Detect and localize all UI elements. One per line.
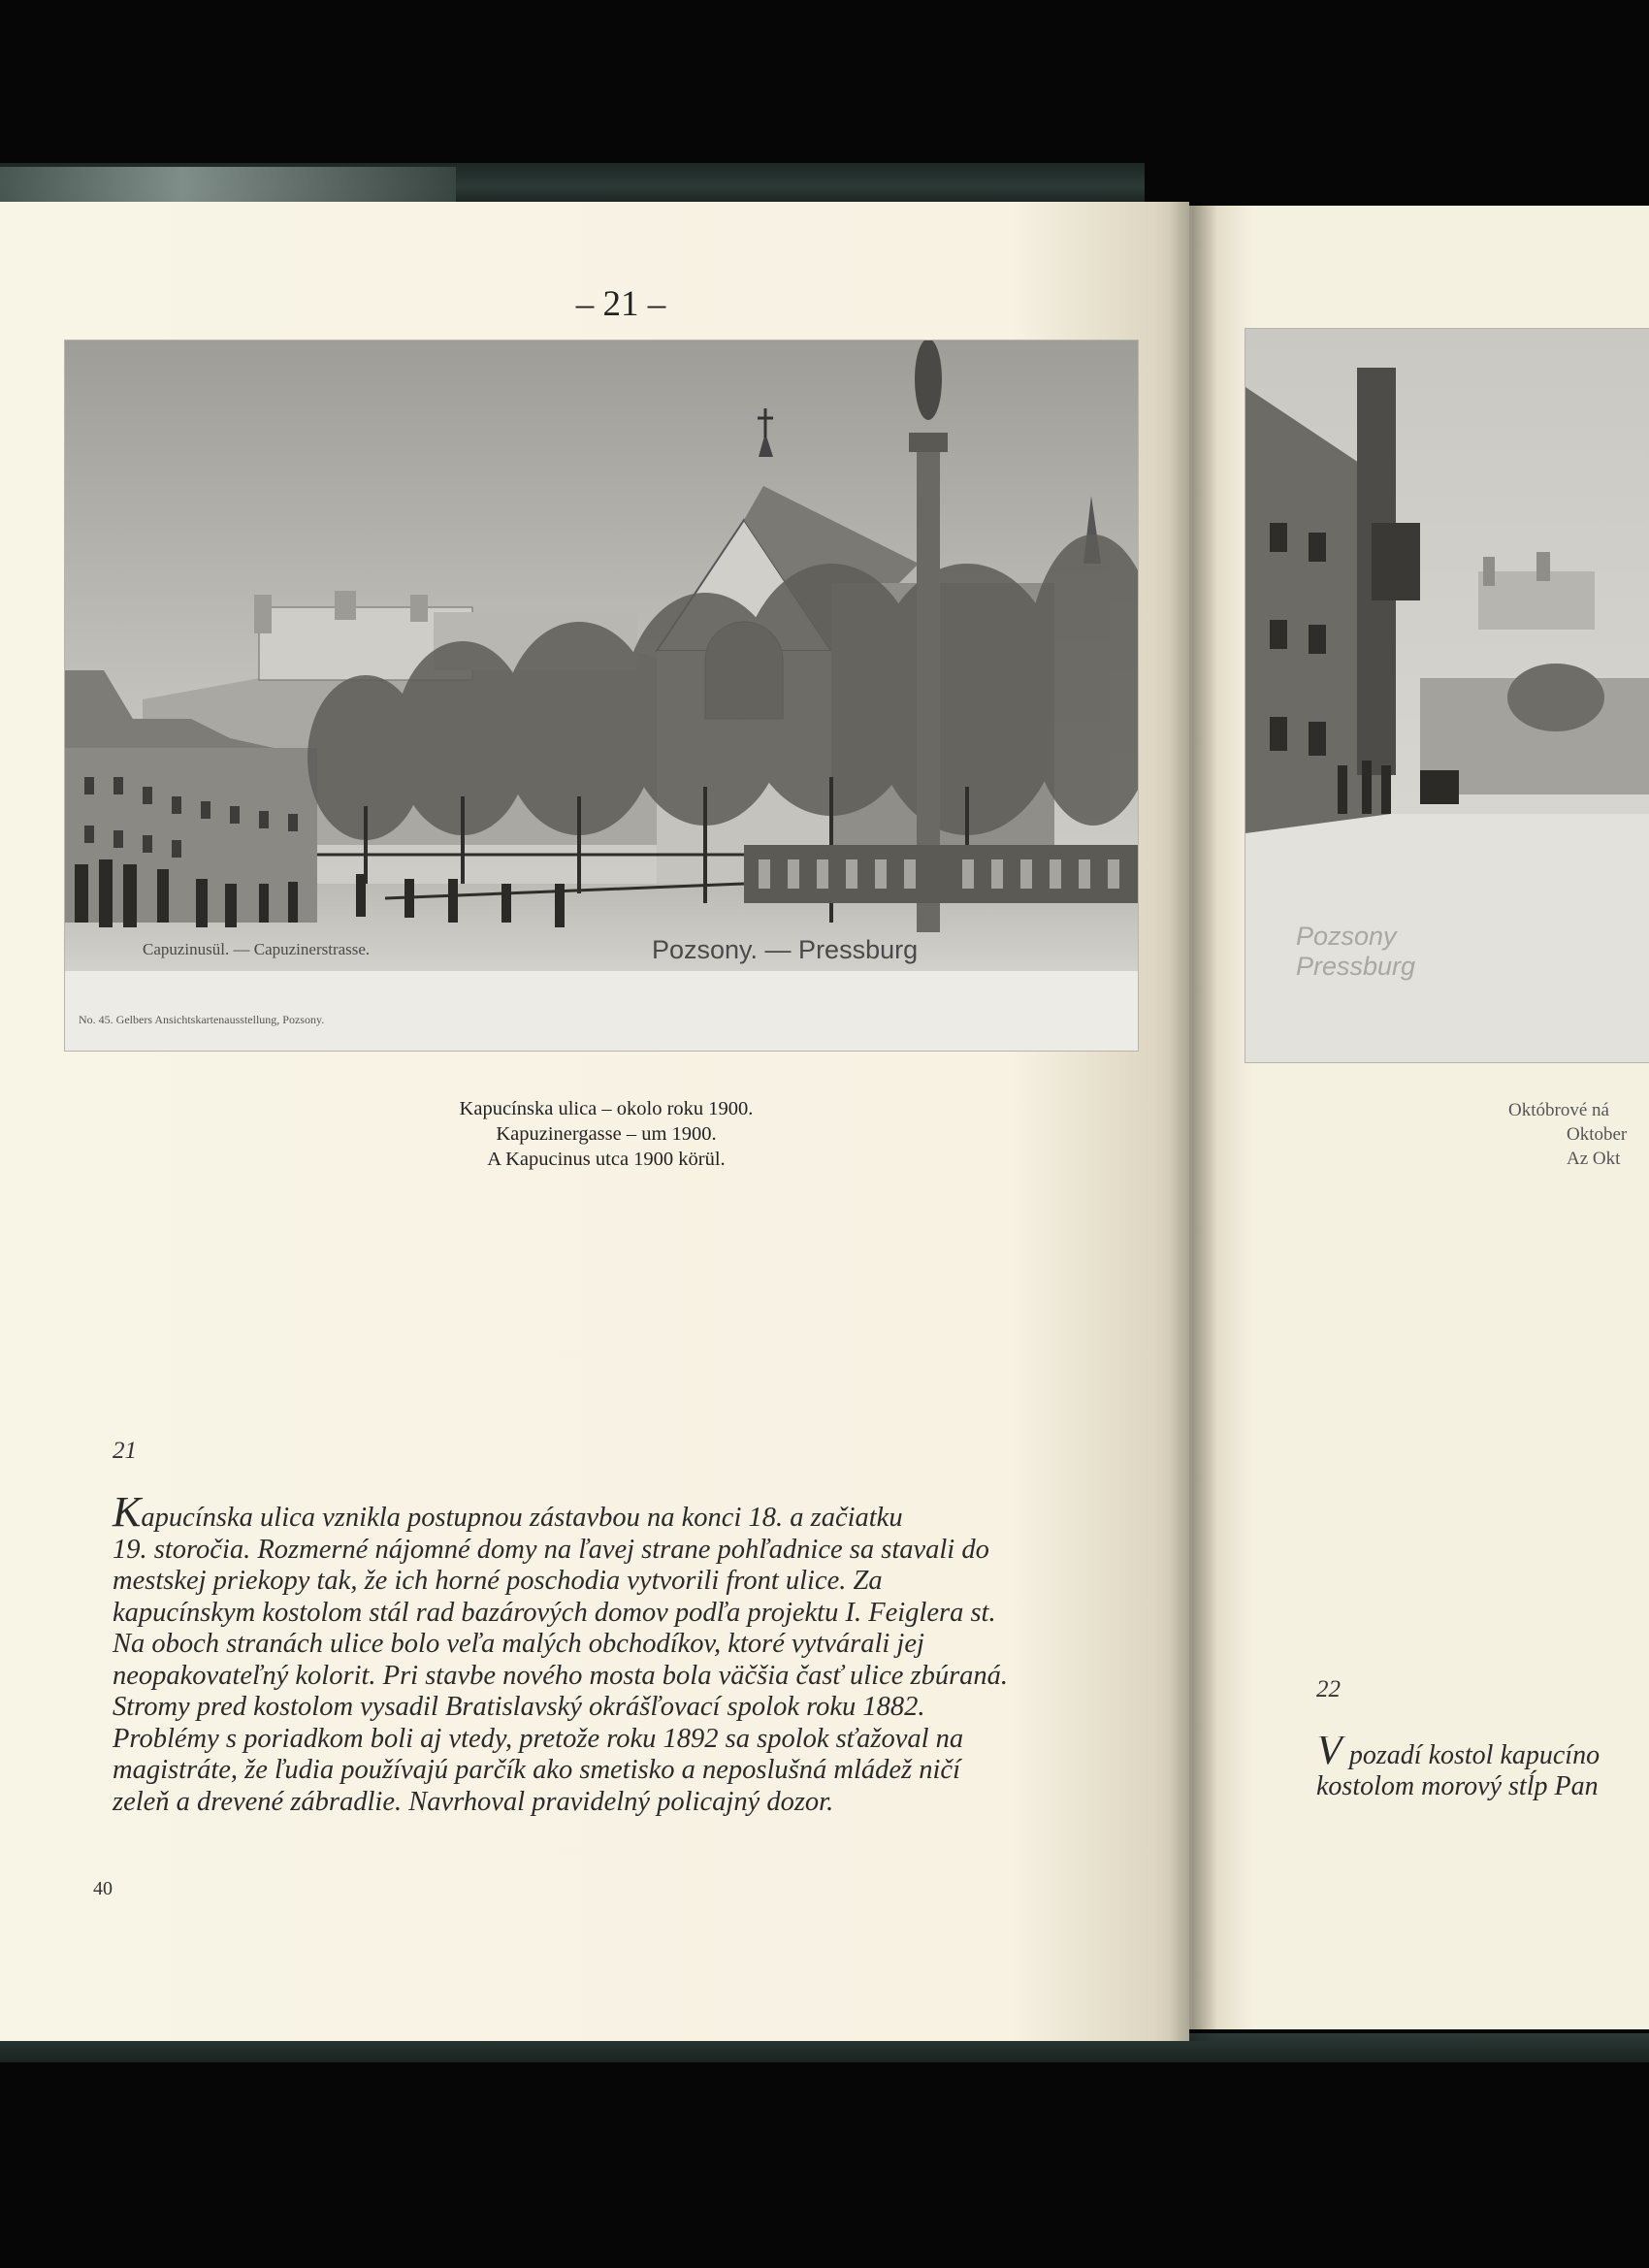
plate-number: – 21 – [575, 284, 666, 324]
body-line: mestskej priekopy tak, že ich horné poschodia vytvorili front ulice. Za [113, 1566, 883, 1596]
body-line: kostolom morový stĺp Pan [1316, 1771, 1599, 1801]
postcard-caption-left: Capuzinusül. — Capuzinerstrasse. [143, 940, 371, 958]
caption-line: Októbrové ná [1508, 1100, 1609, 1120]
photo-caption-partial [1455, 1098, 1649, 1171]
caption-line: Kapucínska ulica – okolo roku 1900. [459, 1098, 754, 1119]
cover-glare [0, 167, 456, 202]
caption-line: Az Okt [1567, 1149, 1621, 1169]
postcard-publisher: No. 45. Gelbers Ansichtskartenausstellung, Pozsony. [79, 1013, 325, 1026]
postcard-caption-line1: Pozsony [1296, 922, 1397, 951]
street-scene-illustration [65, 340, 1138, 1051]
body-line: 19. storočia. Rozmerné nájomné domy na ľavej strane pohľadnice sa stavali do [113, 1534, 989, 1565]
body-line: Na oboch stranách ulice bolo veľa malých obchodíkov, ktoré vytvárali jej [113, 1629, 924, 1659]
body-text-partial [1316, 1736, 1649, 1802]
body-line: Stromy pred kostolom vysadil Bratislavský okrášľovací spolok roku 1882. [113, 1692, 925, 1722]
entry-number: 21 [113, 1438, 137, 1464]
caption-line: Kapuzinergasse – um 1900. [496, 1123, 717, 1145]
drop-cap: K [113, 1488, 142, 1536]
body-line: Problémy s poriadkom boli aj vtedy, pretože roku 1892 sa spolok sťažoval na [113, 1723, 964, 1754]
postcard-caption-right: Pozsony. — Pressburg [652, 935, 919, 964]
historic-postcard-photo [64, 340, 1139, 1052]
body-text [113, 1488, 1160, 1818]
street-scene-illustration-partial [1245, 329, 1649, 1062]
page-number: 40 [93, 1878, 113, 1899]
body-line: neopakovateľný kolorit. Pri stavbe nového mosta bola väčšia časť ulice zbúraná. [113, 1660, 1009, 1691]
entry-number: 22 [1316, 1676, 1341, 1702]
body-line: apucínska ulica vznikla postupnou zástavbou na konci 18. a začiatku [141, 1503, 903, 1533]
photo-caption [291, 1096, 922, 1172]
book-spine-shadow [1169, 202, 1217, 2041]
postcard-caption-line2: Pressburg [1296, 952, 1416, 981]
caption-line: A Kapucinus utca 1900 körül. [487, 1149, 726, 1170]
caption-line: Oktober [1567, 1124, 1628, 1145]
body-line: pozadí kostol kapucíno [1342, 1740, 1600, 1770]
body-line: zeleň a drevené zábradlie. Navrhoval pravidelný policajný dozor. [113, 1786, 834, 1817]
historic-postcard-photo-partial [1245, 328, 1649, 1063]
drop-cap: V [1316, 1736, 1342, 1773]
body-line: kapucínskym kostolom stál rad bazárových domov podľa projektu I. Feiglera st. [113, 1597, 996, 1628]
body-line: magistráte, že ľudia používajú parčík ako smetisko a neposlušná mládež ničí [113, 1755, 960, 1785]
